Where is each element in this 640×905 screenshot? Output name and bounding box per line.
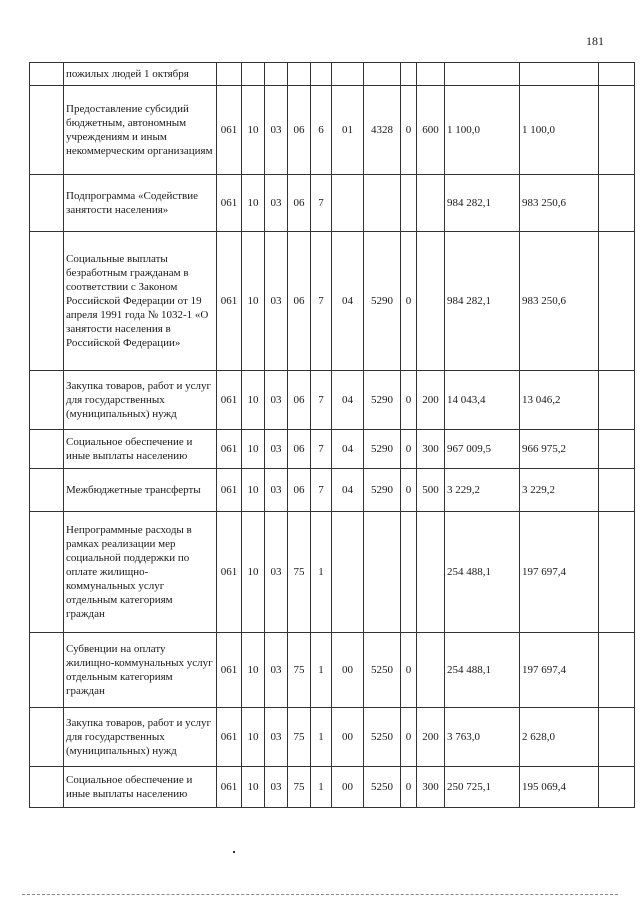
main-activity-cell: 00: [332, 633, 364, 708]
admin-code-cell: 061: [217, 232, 242, 371]
subsection-cell: 03: [265, 371, 288, 430]
blank-cell: [30, 175, 64, 232]
amount-2-cell: 3 229,2: [520, 469, 599, 512]
subprogram-cell: 1: [311, 633, 332, 708]
table-row: [30, 175, 635, 232]
scan-speck: [233, 851, 235, 853]
table-row: [30, 469, 635, 512]
section-cell: 10: [242, 86, 265, 175]
amount-2-cell: 1 100,0: [520, 86, 599, 175]
table-row: [30, 86, 635, 175]
main-activity-cell: [332, 63, 364, 86]
expense-group-cell: 300: [417, 430, 445, 469]
expense-group-cell: 300: [417, 767, 445, 808]
section-cell: 10: [242, 633, 265, 708]
item-name-cell: Подпрограмма «Содействие занятости населения»: [64, 175, 217, 232]
admin-code-cell: 061: [217, 633, 242, 708]
kind-cell: 0: [401, 371, 417, 430]
direction-cell: [364, 63, 401, 86]
amount-1-cell: 1 100,0: [445, 86, 520, 175]
expense-group-cell: [417, 175, 445, 232]
table-row: [30, 708, 635, 767]
amount-2-cell: 2 628,0: [520, 708, 599, 767]
table-row: [30, 512, 635, 633]
item-name-cell: пожилых людей 1 октября: [64, 63, 217, 86]
amount-2-cell: 197 697,4: [520, 512, 599, 633]
tail-cell: [599, 633, 635, 708]
direction-cell: 5290: [364, 430, 401, 469]
blank-cell: [30, 63, 64, 86]
amount-1-cell: 967 009,5: [445, 430, 520, 469]
section-cell: 10: [242, 232, 265, 371]
program-cell: [288, 63, 311, 86]
subsection-cell: 03: [265, 430, 288, 469]
subprogram-cell: [311, 63, 332, 86]
admin-code-cell: 061: [217, 708, 242, 767]
direction-cell: [364, 175, 401, 232]
main-activity-cell: 01: [332, 86, 364, 175]
tail-cell: [599, 469, 635, 512]
amount-1-cell: 14 043,4: [445, 371, 520, 430]
direction-cell: 4328: [364, 86, 401, 175]
kind-cell: 0: [401, 708, 417, 767]
subprogram-cell: 1: [311, 512, 332, 633]
subprogram-cell: 7: [311, 371, 332, 430]
program-cell: 75: [288, 708, 311, 767]
subsection-cell: 03: [265, 469, 288, 512]
kind-cell: 0: [401, 767, 417, 808]
bottom-scan-edge: [22, 894, 618, 895]
blank-cell: [30, 708, 64, 767]
tail-cell: [599, 512, 635, 633]
section-cell: 10: [242, 512, 265, 633]
direction-cell: 5290: [364, 232, 401, 371]
subprogram-cell: 7: [311, 175, 332, 232]
main-activity-cell: 04: [332, 232, 364, 371]
kind-cell: [401, 512, 417, 633]
direction-cell: 5250: [364, 708, 401, 767]
expense-group-cell: [417, 633, 445, 708]
admin-code-cell: [217, 63, 242, 86]
subprogram-cell: 1: [311, 708, 332, 767]
tail-cell: [599, 767, 635, 808]
table-row: [30, 63, 635, 86]
kind-cell: 0: [401, 633, 417, 708]
subprogram-cell: 6: [311, 86, 332, 175]
expense-group-cell: 600: [417, 86, 445, 175]
direction-cell: [364, 512, 401, 633]
direction-cell: 5290: [364, 469, 401, 512]
tail-cell: [599, 175, 635, 232]
program-cell: 06: [288, 232, 311, 371]
admin-code-cell: 061: [217, 512, 242, 633]
admin-code-cell: 061: [217, 86, 242, 175]
tail-cell: [599, 430, 635, 469]
admin-code-cell: 061: [217, 371, 242, 430]
amount-2-cell: 983 250,6: [520, 175, 599, 232]
amount-2-cell: 983 250,6: [520, 232, 599, 371]
admin-code-cell: 061: [217, 767, 242, 808]
kind-cell: [401, 63, 417, 86]
subsection-cell: [265, 63, 288, 86]
main-activity-cell: 04: [332, 430, 364, 469]
admin-code-cell: 061: [217, 175, 242, 232]
admin-code-cell: 061: [217, 430, 242, 469]
subsection-cell: 03: [265, 512, 288, 633]
budget-table-body: [30, 63, 635, 808]
amount-1-cell: 250 725,1: [445, 767, 520, 808]
amount-1-cell: 984 282,1: [445, 175, 520, 232]
main-activity-cell: [332, 512, 364, 633]
expense-group-cell: [417, 63, 445, 86]
amount-1-cell: 984 282,1: [445, 232, 520, 371]
subprogram-cell: 1: [311, 767, 332, 808]
kind-cell: [401, 175, 417, 232]
program-cell: 06: [288, 86, 311, 175]
subsection-cell: 03: [265, 633, 288, 708]
blank-cell: [30, 86, 64, 175]
tail-cell: [599, 371, 635, 430]
blank-cell: [30, 430, 64, 469]
amount-2-cell: 197 697,4: [520, 633, 599, 708]
main-activity-cell: 00: [332, 708, 364, 767]
table-row: [30, 430, 635, 469]
amount-1-cell: 254 488,1: [445, 512, 520, 633]
expense-group-cell: 200: [417, 708, 445, 767]
item-name-cell: Непрограммные расходы в рамках реализации мер социальной поддержки по оплате жилищно-коммунальных услуг отдельным категориям граждан: [64, 512, 217, 633]
item-name-cell: Закупка товаров, работ и услуг для государственных (муниципальных) нужд: [64, 708, 217, 767]
expense-group-cell: 500: [417, 469, 445, 512]
subsection-cell: 03: [265, 232, 288, 371]
table-row: [30, 371, 635, 430]
subprogram-cell: 7: [311, 469, 332, 512]
item-name-cell: Социальные выплаты безработным гражданам в соответствии с Законом Российской Федерации от 19 апреля 1991 года № 1032-1 «О занятости населения в Российской Федерации»: [64, 232, 217, 371]
expense-group-cell: [417, 232, 445, 371]
main-activity-cell: 04: [332, 469, 364, 512]
item-name-cell: Субвенции на оплату жилищно-коммунальных услуг отдельным категориям граждан: [64, 633, 217, 708]
page-number: 181: [586, 34, 604, 48]
program-cell: 06: [288, 469, 311, 512]
direction-cell: 5290: [364, 371, 401, 430]
table-row: [30, 232, 635, 371]
kind-cell: 0: [401, 469, 417, 512]
table-row: [30, 633, 635, 708]
amount-2-cell: 195 069,4: [520, 767, 599, 808]
table-row: [30, 767, 635, 808]
section-cell: 10: [242, 708, 265, 767]
program-cell: 75: [288, 633, 311, 708]
blank-cell: [30, 371, 64, 430]
section-cell: 10: [242, 175, 265, 232]
subsection-cell: 03: [265, 175, 288, 232]
amount-2-cell: [520, 63, 599, 86]
program-cell: 75: [288, 767, 311, 808]
blank-cell: [30, 469, 64, 512]
program-cell: 06: [288, 430, 311, 469]
program-cell: 06: [288, 371, 311, 430]
main-activity-cell: [332, 175, 364, 232]
amount-2-cell: 13 046,2: [520, 371, 599, 430]
blank-cell: [30, 512, 64, 633]
subprogram-cell: 7: [311, 430, 332, 469]
tail-cell: [599, 232, 635, 371]
amount-1-cell: 3 229,2: [445, 469, 520, 512]
tail-cell: [599, 708, 635, 767]
item-name-cell: Предоставление субсидий бюджетным, автономным учреждениям и иным некоммерческим организациям: [64, 86, 217, 175]
main-activity-cell: 00: [332, 767, 364, 808]
tail-cell: [599, 86, 635, 175]
amount-2-cell: 966 975,2: [520, 430, 599, 469]
kind-cell: 0: [401, 430, 417, 469]
item-name-cell: Социальное обеспечение и иные выплаты населению: [64, 430, 217, 469]
section-cell: 10: [242, 371, 265, 430]
section-cell: 10: [242, 767, 265, 808]
section-cell: 10: [242, 430, 265, 469]
kind-cell: 0: [401, 86, 417, 175]
program-cell: 75: [288, 512, 311, 633]
amount-1-cell: 3 763,0: [445, 708, 520, 767]
item-name-cell: Межбюджетные трансферты: [64, 469, 217, 512]
admin-code-cell: 061: [217, 469, 242, 512]
budget-table: [29, 62, 635, 808]
direction-cell: 5250: [364, 767, 401, 808]
expense-group-cell: [417, 512, 445, 633]
subsection-cell: 03: [265, 767, 288, 808]
subprogram-cell: 7: [311, 232, 332, 371]
direction-cell: 5250: [364, 633, 401, 708]
kind-cell: 0: [401, 232, 417, 371]
item-name-cell: Социальное обеспечение и иные выплаты населению: [64, 767, 217, 808]
section-cell: [242, 63, 265, 86]
amount-1-cell: 254 488,1: [445, 633, 520, 708]
subsection-cell: 03: [265, 86, 288, 175]
section-cell: 10: [242, 469, 265, 512]
item-name-cell: Закупка товаров, работ и услуг для государственных (муниципальных) нужд: [64, 371, 217, 430]
amount-1-cell: [445, 63, 520, 86]
subsection-cell: 03: [265, 708, 288, 767]
blank-cell: [30, 232, 64, 371]
program-cell: 06: [288, 175, 311, 232]
blank-cell: [30, 633, 64, 708]
tail-cell: [599, 63, 635, 86]
blank-cell: [30, 767, 64, 808]
main-activity-cell: 04: [332, 371, 364, 430]
expense-group-cell: 200: [417, 371, 445, 430]
